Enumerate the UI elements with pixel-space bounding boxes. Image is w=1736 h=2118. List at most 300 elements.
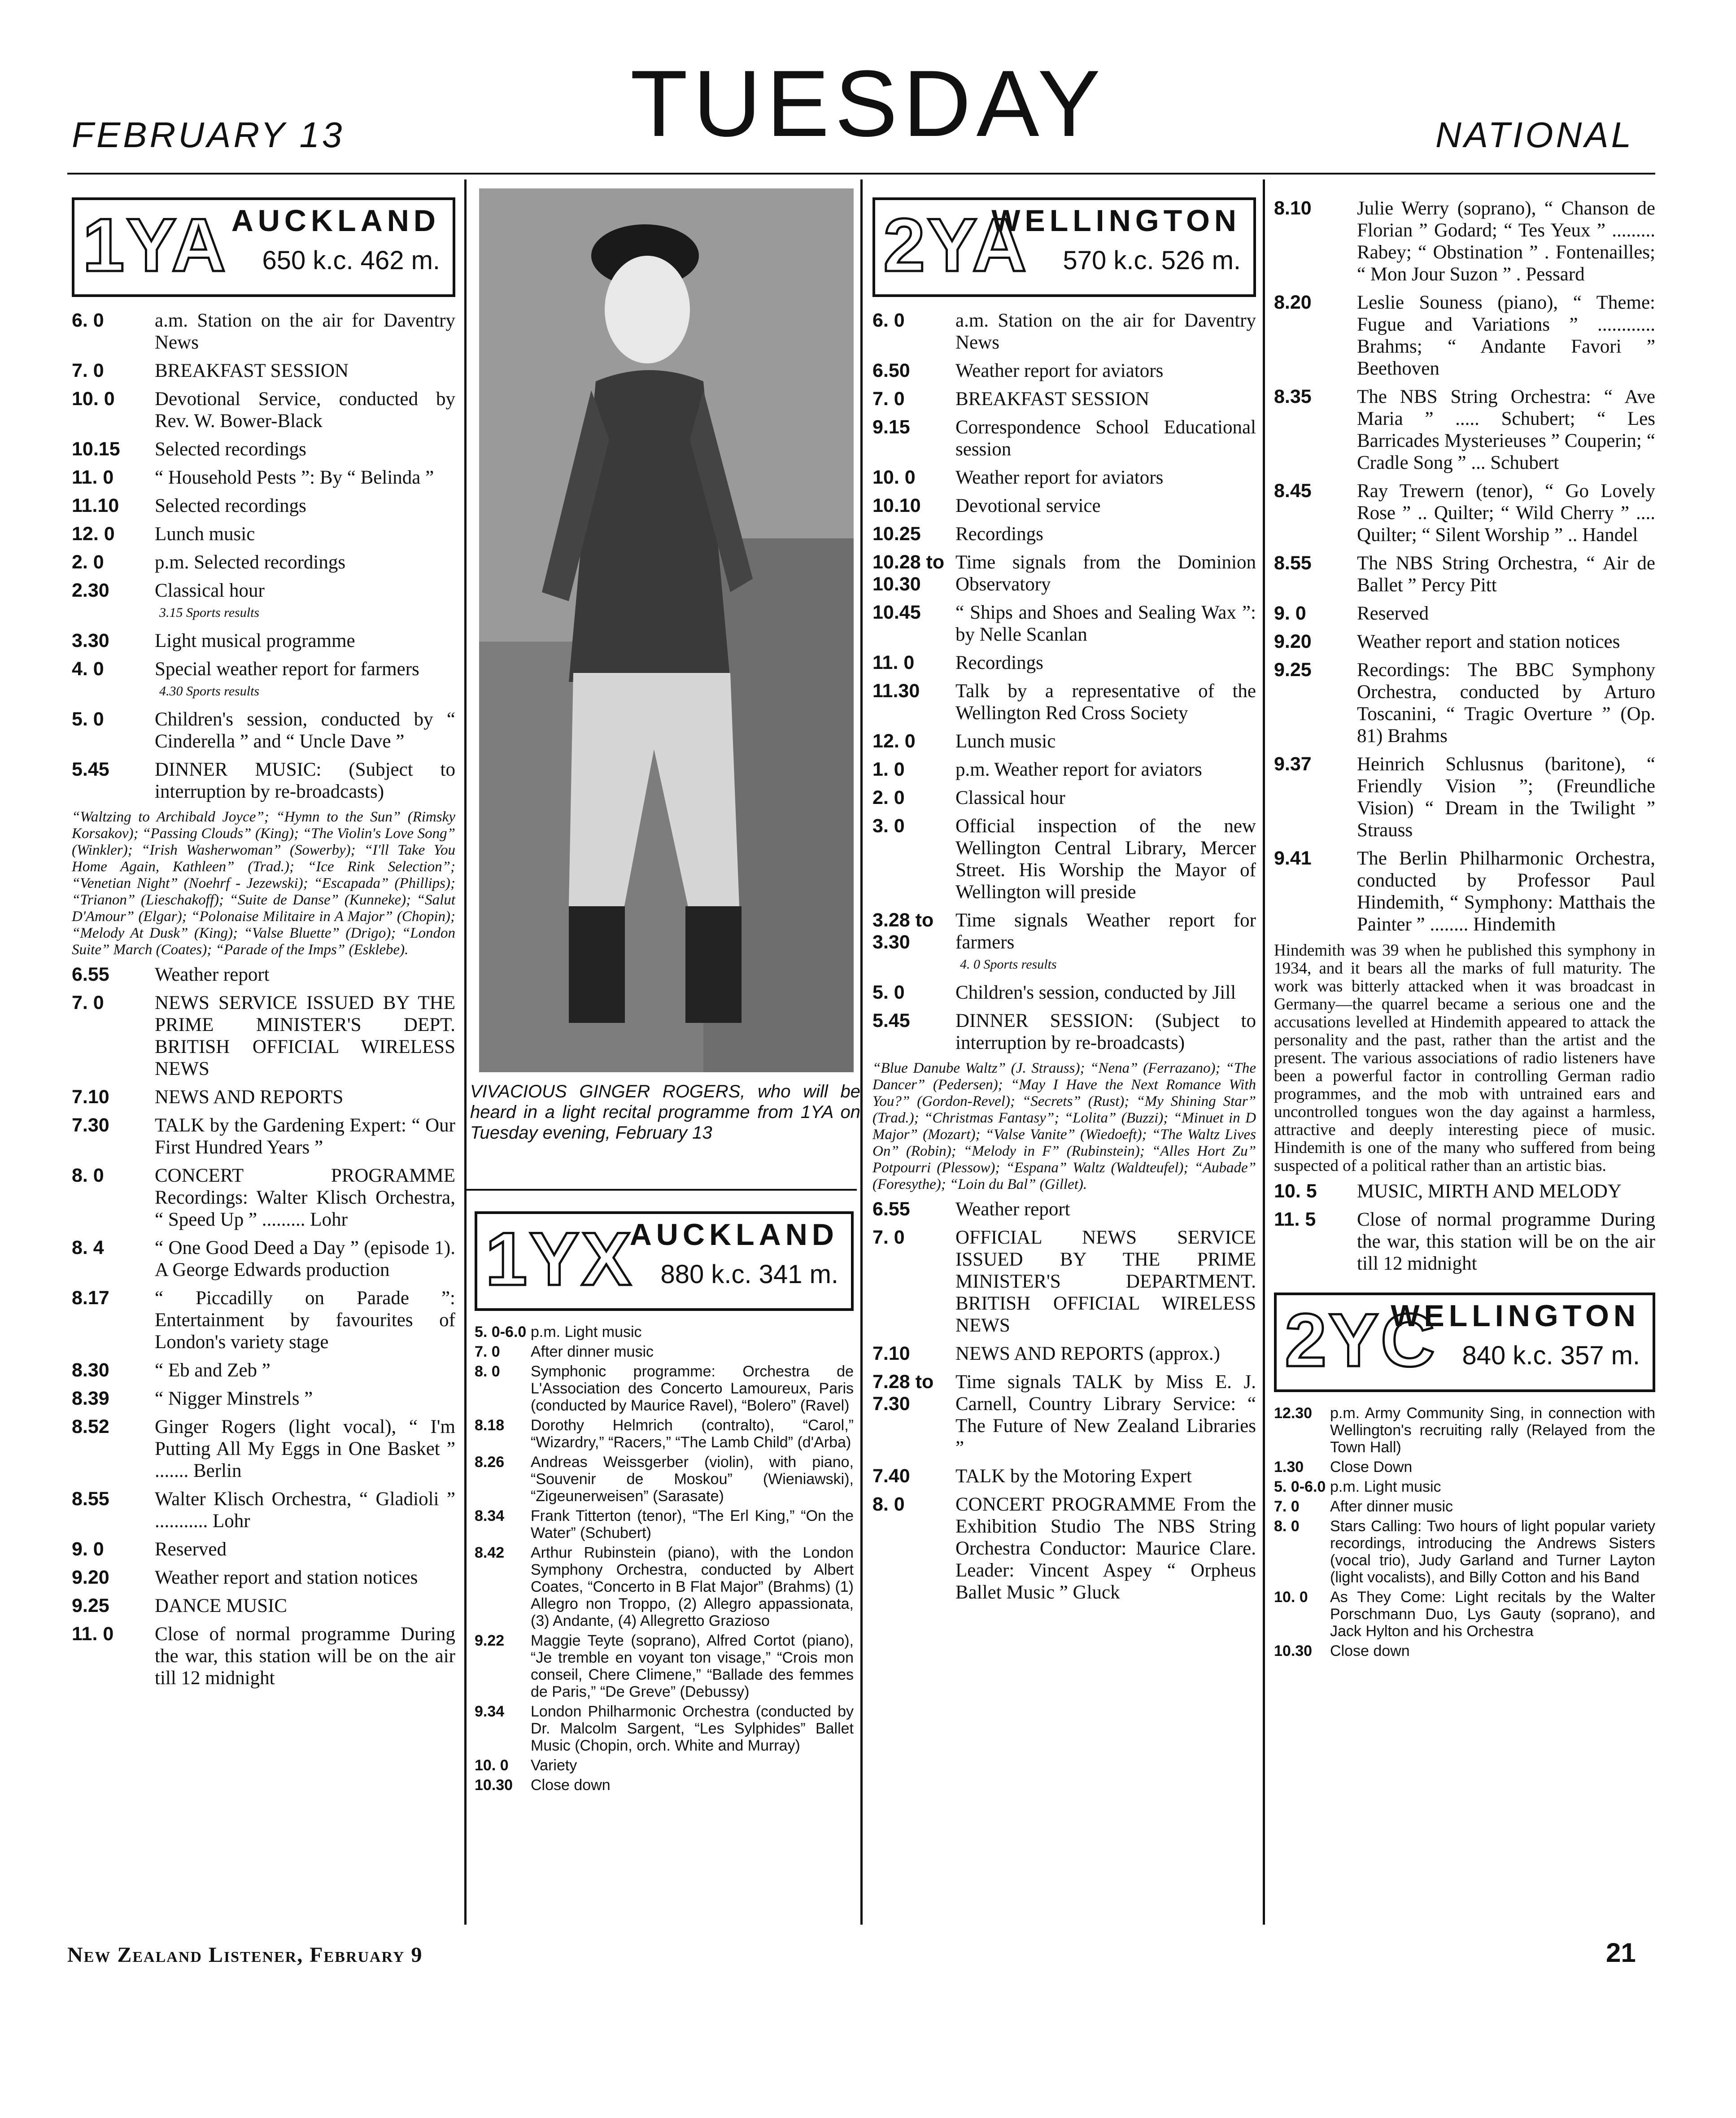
programme-text: Devotional Service, conducted by Rev. W. Bower-Black [155, 389, 455, 432]
programme-time: 11. 0 [872, 652, 915, 673]
programme-item [72, 523, 455, 545]
station-logo: 1YX [485, 1217, 633, 1301]
programme-item [872, 495, 1256, 517]
programme-description [1330, 1459, 1655, 1476]
programme-text: Recordings: The BBC Symphony Orchestra, conducted by Arturo Toscanini, “ Tragic Overture ” (Op. 81) Brahms [1357, 659, 1655, 747]
programme-item [1274, 1589, 1655, 1640]
programme-description [531, 1777, 854, 1794]
programme-description [155, 523, 455, 545]
programme-description [955, 787, 1256, 809]
programme-time: 10.30 [1274, 1642, 1313, 1659]
column-divider [464, 179, 467, 1925]
programme-item [1274, 1518, 1655, 1586]
programme-time: 6. 0 [72, 310, 104, 331]
programme-text: Lunch music [955, 731, 1056, 752]
programme-item [872, 467, 1256, 489]
programme-text: Weather report and station notices [155, 1567, 418, 1588]
programme-item [872, 787, 1256, 809]
programme-item [872, 652, 1256, 674]
programme-item [1274, 603, 1655, 624]
programme-time: 10.15 [72, 438, 120, 460]
programme-description [955, 416, 1256, 460]
programme-text: DANCE MUSIC [155, 1595, 288, 1616]
programme-text: London Philharmonic Orchestra (conducted by Dr. Malcolm Sargent, “Les Sylphides” Ballet Music (Chopin, orch. White and Murray) [531, 1703, 854, 1754]
programme-time: 2.30 [72, 580, 109, 601]
programme-item [1274, 1498, 1655, 1515]
programme-time: 7. 0 [72, 992, 104, 1013]
programme-text: NEWS SERVICE ISSUED BY THE PRIME MINISTER'S DEPT. BRITISH OFFICIAL WIRELESS NEWS [155, 992, 455, 1079]
programme-item [872, 1494, 1256, 1603]
programme-text: NEWS AND REPORTS (approx.) [955, 1343, 1220, 1364]
programme-time: 7.28 to 7.30 [872, 1371, 934, 1415]
station-logo: 2YA [883, 203, 1029, 287]
programme-time: 7. 0 [872, 1227, 905, 1248]
programme-item [72, 708, 455, 752]
programme-text: p.m. Light music [531, 1323, 642, 1341]
programme-time: 3.30 [72, 630, 109, 651]
programme-text: Lunch music [155, 524, 255, 545]
programme-text: Light musical programme [155, 630, 355, 651]
programme-time: 2. 0 [72, 551, 104, 573]
programme-time: 11. 0 [72, 1623, 114, 1645]
programme-item [872, 388, 1256, 410]
programme-description [1357, 847, 1655, 935]
programme-text: Walter Klisch Orchestra, “ Gladioli ” ........... Lohr [155, 1489, 455, 1532]
programme-description [1357, 386, 1655, 474]
programme-description [955, 680, 1256, 724]
station-box-1ya [72, 197, 455, 297]
programme-text: Recordings [955, 524, 1043, 545]
programme-item [72, 1416, 455, 1482]
programme-description [1330, 1498, 1655, 1515]
station-2ya [872, 197, 1256, 1610]
programme-time: 8.10 [1274, 197, 1312, 219]
programme-time: 9. 0 [1274, 603, 1306, 624]
programme-description [155, 759, 455, 803]
programme-text: Correspondence School Educational session [955, 417, 1256, 460]
programme-item [72, 388, 455, 432]
programme-description [155, 708, 455, 752]
programme-subnote: 4.30 Sports results [159, 684, 260, 699]
programme-text: Close of normal programme During the war, this station will be on the air till 12 midnight [1357, 1209, 1655, 1274]
programme-text: p.m. Selected recordings [155, 552, 346, 573]
station-city: AUCKLAND [231, 204, 440, 238]
programme-description [531, 1632, 854, 1700]
programme-text: Stars Calling: Two hours of light popular variety recordings, introducing the Andrews Sisters (vocal trio), Judy Garland and Turner Layton (light vocalists), and Billy Cotton and his Band [1330, 1518, 1655, 1586]
programme-item [872, 416, 1256, 460]
station-box-2yc [1274, 1293, 1655, 1392]
programme-description [955, 730, 1256, 752]
programme-description [1357, 659, 1655, 747]
programme-item [72, 1359, 455, 1381]
programme-text: Time signals Weather report for farmers [955, 910, 1256, 953]
programme-text: p.m. Army Community Sing, in connection with Wellington's recruiting rally (Relayed from the Town Hall) [1330, 1405, 1655, 1456]
programme-time: 5. 0 [72, 708, 104, 730]
programme-description [955, 1343, 1256, 1365]
programme-text: Reserved [155, 1539, 227, 1560]
programme-time: 8. 0 [475, 1363, 500, 1380]
programme-text: Weather report [955, 1199, 1070, 1220]
programme-text: “ Nigger Minstrels ” [155, 1388, 313, 1409]
programme-item [72, 360, 455, 382]
programme-item [72, 630, 455, 652]
header-date: FEBRUARY 13 [72, 115, 345, 155]
programme-time: 12. 0 [872, 730, 916, 752]
programme-text: Devotional service [955, 495, 1101, 516]
programme-item [72, 1287, 455, 1353]
programme-subnote: 4. 0 Sports results [960, 957, 1057, 972]
programme-time: 8.30 [72, 1359, 109, 1381]
programme-time: 10. 5 [1274, 1180, 1317, 1202]
programme-time: 8.26 [475, 1454, 505, 1471]
programme-time: 10.25 [872, 523, 921, 545]
programme-item [1274, 197, 1655, 285]
station-1ya [72, 197, 455, 1695]
programme-time: 8. 0 [1274, 1518, 1300, 1535]
programme-time: 10. 0 [872, 467, 916, 488]
programme-list [1274, 1180, 1655, 1275]
hindemith-note: Hindemith was 39 when he published this symphony in 1934, and it bears all the marks of full maturity. The work was bitterly attacked when it was broadcast in Germany—the quarrel became a serious one and the accusations levelled at Hindemith appeared to attack the personality and the past, rather than the artist and the present. The various associations of radio listeners have been a powerful factor in controlling German radio programmes, and the mob with untrained ears and uncontrolled tongues won the day against a harmless, attractive and deeply interesting piece of music. Hindemith is one of the many who suffered from being suspected of a political rather than an artistic bias. [1274, 941, 1655, 1175]
programme-description [1357, 631, 1655, 653]
programme-text: Arthur Rubinstein (piano), with the London Symphony Orchestra, conducted by Albert Coates, “Concerto in B Flat Major” (Brahms) (1) Allegro non Troppo, (2) Allegro appassionata, (3) Andante, (4) Allegretto Grazioso [531, 1544, 854, 1629]
programme-item [475, 1454, 854, 1505]
programme-time: 4. 0 [72, 658, 104, 680]
programme-description [955, 1371, 1256, 1459]
programme-time: 5. 0 [872, 982, 905, 1003]
programme-description [955, 1198, 1256, 1220]
programme-description [155, 467, 455, 489]
programme-time: 9. 0 [72, 1538, 104, 1560]
station-box-1yx [475, 1211, 854, 1311]
programme-description [955, 388, 1256, 410]
programme-item [72, 1595, 455, 1617]
programme-text: Dorothy Helmrich (contralto), “Carol,” “Wizardry,” “Racers,” “The Lamb Child” (d'Arba) [531, 1417, 854, 1451]
programme-item [872, 360, 1256, 382]
programme-description [955, 523, 1256, 545]
programme-time: 8. 4 [72, 1237, 104, 1258]
programme-time: 7. 0 [1274, 1498, 1300, 1515]
programme-time: 7.10 [872, 1343, 910, 1364]
programme-text: Close down [1330, 1642, 1410, 1659]
programme-text: Recordings [955, 652, 1043, 673]
programme-description [1330, 1589, 1655, 1640]
programme-time: 10.45 [872, 602, 921, 623]
programme-time: 9.37 [1274, 753, 1312, 775]
programme-item [872, 523, 1256, 545]
programme-text: Heinrich Schlusnus (baritone), “ Friendly Vision ”; (Freundliche Vision) “ Dream in the Twilight ” Strauss [1357, 754, 1655, 841]
station-2ya-continued [1274, 197, 1655, 1662]
programme-item [1274, 847, 1655, 935]
programme-time: 8.42 [475, 1544, 505, 1561]
programme-text: Children's session, conducted by Jill [955, 982, 1236, 1003]
station-box-2ya [872, 197, 1256, 297]
programme-description [155, 1595, 455, 1617]
programme-time: 1. 0 [872, 759, 905, 780]
programme-item [72, 759, 455, 803]
programme-time: 7.30 [72, 1114, 109, 1136]
programme-time: 7. 0 [872, 388, 905, 410]
programme-item [872, 982, 1256, 1004]
programme-time: 9.20 [1274, 631, 1312, 652]
programme-item [1274, 631, 1655, 653]
programme-list [1274, 1405, 1655, 1659]
programme-text: TALK by the Gardening Expert: “ Our First Hundred Years ” [155, 1115, 455, 1158]
programme-time: 7.10 [72, 1086, 109, 1108]
programme-item [1274, 552, 1655, 596]
programme-text: Selected recordings [155, 495, 306, 516]
programme-time: 11.10 [72, 495, 119, 516]
programme-item [72, 1488, 455, 1532]
programme-item [72, 438, 455, 460]
programme-time: 10.30 [475, 1777, 513, 1794]
programme-list [72, 310, 455, 803]
programme-time: 8.55 [72, 1488, 109, 1510]
programme-description [955, 495, 1256, 517]
programme-time: 9.34 [475, 1703, 505, 1720]
programme-description [1357, 552, 1655, 596]
programme-item [72, 551, 455, 573]
programme-text: TALK by the Motoring Expert [955, 1466, 1192, 1487]
page-title: TUESDAY [630, 51, 1106, 156]
programme-text: CONCERT PROGRAMME Recordings: Walter Klisch Orchestra, “ Speed Up ” ......... Lohr [155, 1165, 455, 1230]
programme-item [872, 909, 1256, 975]
programme-time: 5.45 [72, 759, 109, 780]
programme-description [155, 964, 455, 986]
programme-time: 8.39 [72, 1388, 109, 1409]
programme-item [72, 580, 455, 624]
programme-time: 8.45 [1274, 480, 1312, 502]
programme-item [1274, 1459, 1655, 1476]
programme-item [872, 1343, 1256, 1365]
programme-text: p.m. Light music [1330, 1478, 1441, 1495]
programme-text: Ginger Rogers (light vocal), “ I'm Putting All My Eggs in One Basket ” ....... Berlin [155, 1416, 455, 1481]
programme-item [72, 310, 455, 354]
programme-description [531, 1757, 854, 1774]
programme-list [72, 964, 455, 1689]
programme-item [475, 1363, 854, 1414]
programme-subnote: 3.15 Sports results [159, 605, 260, 620]
programme-time: 12.30 [1274, 1405, 1313, 1422]
programme-description [955, 1227, 1256, 1336]
programme-description [955, 759, 1256, 781]
programme-list [1274, 197, 1655, 935]
station-frequency: 570 k.c. 526 m. [1063, 246, 1241, 275]
programme-item [872, 551, 1256, 595]
programme-time: 6.55 [72, 964, 109, 985]
programme-text: Official inspection of the new Wellington Central Library, Mercer Street. His Worship the Mayor of Wellington will preside [955, 816, 1256, 903]
programme-text: OFFICIAL NEWS SERVICE ISSUED BY THE PRIME MINISTER'S DEPARTMENT. BRITISH OFFICIAL WIRELESS NEWS [955, 1227, 1256, 1336]
programme-time: 6. 0 [872, 310, 905, 331]
programme-item [475, 1343, 854, 1360]
programme-time: 8. 0 [872, 1494, 905, 1515]
programme-item [1274, 1209, 1655, 1275]
programme-item [72, 964, 455, 986]
programme-description [155, 1086, 455, 1108]
programme-description [155, 1237, 455, 1281]
programme-description [1357, 480, 1655, 546]
programme-description [1330, 1642, 1655, 1659]
programme-text: The NBS String Orchestra, “ Air de Ballet ” Percy Pitt [1357, 553, 1655, 596]
programme-item [1274, 292, 1655, 380]
programme-description [531, 1343, 854, 1360]
programme-text: CONCERT PROGRAMME From the Exhibition Studio The NBS String Orchestra Conductor: Maurice Clare. Leader: Vincent Aspey “ Orpheus Ballet Music ” Gluck [955, 1494, 1256, 1603]
programme-description [1357, 603, 1655, 624]
programme-text: Ray Trewern (tenor), “ Go Lovely Rose ” .. Quilter; “ Wild Cherry ” .... Quilter; “ Silent Worship ” .. Handel [1357, 480, 1655, 546]
dinner-music-note: “Waltzing to Archibald Joyce”; “Hymn to the Sun” (Rimsky Korsakov); “Passing Clouds” (King); “The Violin's Love Song” (Winkler); “Irish Washerwoman” (Sowerby); “I'll Take You Home Again, Kathleen” (Trad.); “Ice Rink Selection”; “Venetian Night” (Noehrf - Jezewski); “Escapada” (Phillips); “Trianon” (Lieschakoff); “Suite de Danse” (Kunneke); “Salut D'Amour” (Elgar); “Polonaise Militaire in A Major” (Chopin); “Melody At Dusk” (King); “Valse Bluette” (Drigo); “London Suite” March (Coates); “Parade of the Imps” (Esklebe). [72, 809, 455, 958]
programme-text: Reserved [1357, 603, 1429, 624]
programme-description [155, 1287, 455, 1353]
programme-description [155, 551, 455, 573]
programme-item [1274, 1180, 1655, 1202]
programme-description [155, 1165, 455, 1231]
programme-time: 2. 0 [872, 787, 905, 808]
programme-description [955, 1465, 1256, 1487]
programme-list [872, 1198, 1256, 1603]
programme-description [955, 360, 1256, 382]
programme-item [872, 1198, 1256, 1220]
programme-description [1357, 1209, 1655, 1275]
programme-text: Weather report [155, 964, 270, 985]
programme-time: 5. 0-6.0 [1274, 1478, 1326, 1495]
programme-item [872, 759, 1256, 781]
programme-item [1274, 386, 1655, 474]
programme-item [1274, 1478, 1655, 1495]
programme-text: After dinner music [1330, 1498, 1453, 1515]
programme-description [531, 1703, 854, 1754]
column-divider [860, 179, 863, 1925]
station-city: WELLINGTON [991, 204, 1241, 238]
photo-caption: VIVACIOUS GINGER ROGERS, who will be heard in a light recital programme from 1YA on Tuesday evening, February 13 [470, 1082, 860, 1143]
programme-time: 5.45 [872, 1010, 910, 1031]
programme-time: 8.20 [1274, 292, 1312, 313]
programme-description [155, 658, 455, 702]
programme-time: 8.17 [72, 1287, 109, 1309]
station-logo: 1YA [83, 203, 228, 287]
programme-description [155, 310, 455, 354]
programme-time: 11. 0 [72, 467, 114, 488]
programme-item [72, 1623, 455, 1689]
programme-description [1330, 1405, 1655, 1456]
programme-text: DINNER SESSION: (Subject to interruption by re-broadcasts) [955, 1010, 1256, 1053]
programme-description [155, 992, 455, 1080]
programme-description [955, 310, 1256, 354]
programme-text: Weather report for aviators [955, 467, 1164, 488]
programme-time: 8. 0 [72, 1165, 104, 1186]
programme-time: 7. 0 [475, 1343, 500, 1360]
programme-text: Variety [531, 1757, 577, 1774]
programme-time: 6.50 [872, 360, 910, 381]
programme-time: 1.30 [1274, 1459, 1304, 1476]
programme-time: 9.25 [1274, 659, 1312, 681]
programme-text: MUSIC, MIRTH AND MELODY [1357, 1181, 1622, 1202]
programme-text: “ Piccadilly on Parade ”: Entertainment by favourites of London's variety stage [155, 1288, 455, 1353]
programme-text: “ Ships and Shoes and Sealing Wax ”: by Nelle Scanlan [955, 602, 1256, 645]
programme-time: 9.15 [872, 416, 910, 438]
station-1yx [475, 1211, 854, 1796]
programme-description [155, 1488, 455, 1532]
programme-time: 12. 0 [72, 523, 115, 545]
programme-text: Selected recordings [155, 439, 306, 460]
programme-item [72, 1086, 455, 1108]
programme-item [872, 1465, 1256, 1487]
programme-description [155, 388, 455, 432]
station-frequency: 840 k.c. 357 m. [1462, 1341, 1640, 1370]
programme-text: Time signals from the Dominion Observatory [955, 552, 1256, 595]
programme-description [155, 1388, 455, 1410]
programme-time: 9.22 [475, 1632, 505, 1649]
programme-item [872, 815, 1256, 903]
programme-description [531, 1417, 854, 1451]
programme-text: Close Down [1330, 1459, 1413, 1476]
programme-item [72, 1114, 455, 1158]
programme-description [155, 1359, 455, 1381]
programme-text: Special weather report for farmers [155, 659, 419, 680]
programme-time: 10. 0 [1274, 1589, 1308, 1606]
programme-text: Children's session, conducted by “ Cinderella ” and “ Uncle Dave ” [155, 709, 455, 752]
section-rule [467, 1189, 857, 1191]
programme-description [955, 551, 1256, 595]
programme-description [1330, 1478, 1655, 1495]
programme-item [72, 1567, 455, 1589]
programme-item [72, 1388, 455, 1410]
dinner-session-note: “Blue Danube Waltz” (J. Strauss); “Nena” (Ferrazano); “The Dancer” (Pedersen); “May I Have the Next Romance With You?” (Gordon-Revel); “Secrets” (Rust); “My Shining Star” (Trad.); “Christmas Fantasy”; “Lolita” (Buzzi); “Minuet in D Major” (Mozart); “Valse Vanite” (Wiedoeft); “The Waltz Lives On” (Robin); “Melody in F” (Rubinstein); “Alles Hort Zu” Potpourri (Plessow); “Espana” Waltz (Waldteufel); “Aubade” (Foresythe); “Loin du Bal” (Gillet). [872, 1060, 1256, 1192]
programme-item [872, 602, 1256, 646]
programme-description [155, 495, 455, 517]
programme-text: Weather report and station notices [1357, 631, 1620, 652]
header-network: NATIONAL [1435, 115, 1634, 155]
station-frequency: 650 k.c. 462 m. [262, 246, 440, 275]
programme-description [531, 1323, 854, 1341]
programme-description [1357, 197, 1655, 285]
footer-publication: New Zealand Listener, February 9 [67, 1943, 423, 1967]
programme-text: NEWS AND REPORTS [155, 1087, 344, 1108]
programme-time: 3. 0 [872, 815, 905, 837]
programme-description [955, 652, 1256, 674]
programme-time: 8.52 [72, 1416, 109, 1437]
programme-text: “ Eb and Zeb ” [155, 1360, 270, 1381]
programme-text: Classical hour [955, 787, 1065, 808]
programme-time: 11.30 [872, 680, 920, 702]
programme-item [475, 1323, 854, 1341]
programme-text: Classical hour [155, 580, 265, 601]
programme-text: As They Come: Light recitals by the Walter Porschmann Duo, Lys Gauty (soprano), and Jack Hylton and his Orchestra [1330, 1589, 1655, 1640]
programme-item [475, 1544, 854, 1629]
station-city: WELLINGTON [1391, 1299, 1640, 1333]
programme-item [72, 1165, 455, 1231]
programme-time: 8.55 [1274, 552, 1312, 574]
programme-time: 7. 0 [72, 360, 104, 381]
programme-time: 10. 0 [475, 1757, 509, 1774]
programme-description [155, 580, 455, 624]
programme-text: Time signals TALK by Miss E. J. Carnell, Country Library Service: “ The Future of New Zealand Libraries ” [955, 1371, 1256, 1459]
programme-item [475, 1417, 854, 1451]
header-rule [67, 173, 1655, 175]
programme-time: 9.20 [72, 1567, 109, 1588]
programme-item [872, 1371, 1256, 1459]
programme-item [1274, 659, 1655, 747]
programme-text: Talk by a representative of the Wellington Red Cross Society [955, 681, 1256, 724]
programme-time: 9.25 [72, 1595, 109, 1616]
programme-description [155, 1567, 455, 1589]
programme-text: Leslie Souness (piano), “ Theme: Fugue and Variations ” ............ Brahms; “ Andante Favori ” Beethoven [1357, 292, 1655, 379]
programme-item [1274, 753, 1655, 841]
programme-description [531, 1454, 854, 1505]
programme-text: Frank Titterton (tenor), “The Erl King,” “On the Water” (Schubert) [531, 1507, 854, 1542]
programme-description [955, 909, 1256, 975]
page-number: 21 [1606, 1938, 1636, 1968]
programme-text: BREAKFAST SESSION [155, 360, 349, 381]
programme-description [955, 982, 1256, 1004]
